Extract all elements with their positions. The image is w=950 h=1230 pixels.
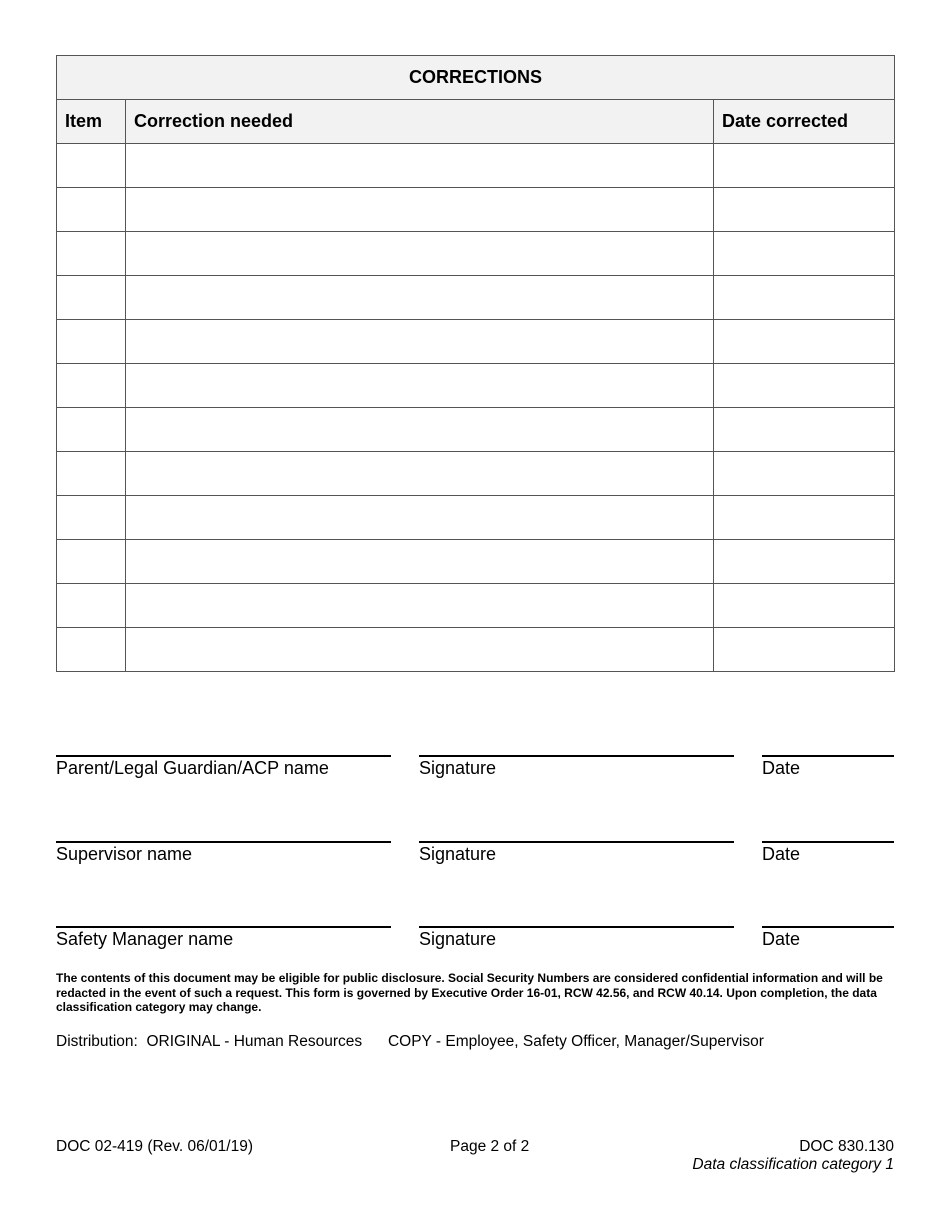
table-row (57, 628, 895, 672)
column-header-date-corrected: Date corrected (714, 100, 895, 144)
correction-needed-cell[interactable] (126, 144, 714, 188)
guardian-name-line[interactable] (56, 755, 391, 757)
safety-manager-date-line[interactable] (762, 926, 894, 928)
table-row (57, 188, 895, 232)
item-cell[interactable] (57, 276, 126, 320)
supervisor-name-line[interactable] (56, 841, 391, 843)
corrections-title: CORRECTIONS (57, 56, 895, 100)
table-row (57, 496, 895, 540)
table-row (57, 144, 895, 188)
date-corrected-cell[interactable] (714, 496, 895, 540)
correction-needed-cell[interactable] (126, 584, 714, 628)
item-cell[interactable] (57, 628, 126, 672)
safety-manager-name-line[interactable] (56, 926, 391, 928)
column-header-item: Item (57, 100, 126, 144)
item-cell[interactable] (57, 540, 126, 584)
item-cell[interactable] (57, 496, 126, 540)
item-cell[interactable] (57, 320, 126, 364)
guardian-date-label: Date (762, 758, 801, 778)
correction-needed-cell[interactable] (126, 320, 714, 364)
distribution-line (56, 1033, 764, 1051)
supervisor-signature-line[interactable] (419, 841, 734, 843)
correction-needed-cell[interactable] (126, 364, 714, 408)
item-cell[interactable] (57, 144, 126, 188)
correction-needed-cell[interactable] (126, 232, 714, 276)
safety-manager-date-label: Date (762, 929, 801, 949)
date-corrected-cell[interactable] (714, 232, 895, 276)
date-corrected-cell[interactable] (714, 628, 895, 672)
date-corrected-cell[interactable] (714, 320, 895, 364)
item-cell[interactable] (57, 364, 126, 408)
correction-needed-cell[interactable] (126, 408, 714, 452)
item-cell[interactable] (57, 232, 126, 276)
table-row (57, 276, 895, 320)
item-cell[interactable] (57, 408, 126, 452)
item-cell[interactable] (57, 188, 126, 232)
distribution-copy: COPY - Employee, Safety Officer, Manager/Supervisor (387, 1033, 764, 1050)
correction-needed-cell[interactable] (126, 188, 714, 232)
column-header-correction-needed: Correction needed (126, 100, 714, 144)
safety-manager-signature-line[interactable] (419, 926, 734, 928)
form-number: DOC 02-419 (Rev. 06/01/19) (56, 1138, 254, 1155)
guardian-signature-label: Signature (419, 758, 497, 778)
corrections-header-row (57, 100, 895, 144)
date-corrected-cell[interactable] (714, 364, 895, 408)
distribution-prefix: Distribution: (56, 1033, 138, 1050)
date-corrected-cell[interactable] (714, 276, 895, 320)
correction-needed-cell[interactable] (126, 496, 714, 540)
supervisor-date-label: Date (762, 844, 801, 864)
policy-number: DOC 830.130 (799, 1138, 894, 1155)
supervisor-signature-label: Signature (419, 844, 497, 864)
correction-needed-cell[interactable] (126, 452, 714, 496)
supervisor-name-label: Supervisor name (56, 844, 193, 864)
distribution-original: ORIGINAL - Human Resources (146, 1033, 363, 1050)
correction-needed-cell[interactable] (126, 276, 714, 320)
date-corrected-cell[interactable] (714, 408, 895, 452)
guardian-signature-line[interactable] (419, 755, 734, 757)
date-corrected-cell[interactable] (714, 540, 895, 584)
date-corrected-cell[interactable] (714, 584, 895, 628)
table-row (57, 320, 895, 364)
item-cell[interactable] (57, 452, 126, 496)
table-row (57, 232, 895, 276)
corrections-title-row (57, 56, 895, 100)
item-cell[interactable] (57, 584, 126, 628)
table-row (57, 364, 895, 408)
table-row (57, 584, 895, 628)
date-corrected-cell[interactable] (714, 452, 895, 496)
corrections-table (56, 55, 895, 672)
table-row (57, 408, 895, 452)
page-number: Page 2 of 2 (450, 1138, 530, 1155)
table-row (57, 540, 895, 584)
table-row (57, 452, 895, 496)
supervisor-date-line[interactable] (762, 841, 894, 843)
data-classification: Data classification category 1 (692, 1156, 894, 1173)
guardian-name-label: Parent/Legal Guardian/ACP name (56, 758, 329, 778)
date-corrected-cell[interactable] (714, 144, 895, 188)
correction-needed-cell[interactable] (126, 628, 714, 672)
safety-manager-signature-label: Signature (419, 929, 497, 949)
date-corrected-cell[interactable] (714, 188, 895, 232)
safety-manager-name-label: Safety Manager name (56, 929, 234, 949)
correction-needed-cell[interactable] (126, 540, 714, 584)
public-disclosure-notice: The contents of this document may be eligible for public disclosure. Social Security Numbers are considered confidential information and will be redacted in the event of such a request. This form is governed by Executive Order 16-01, RCW 42.56, and RCW 40.14. Upon completion, the data classification category may change. (56, 971, 883, 1014)
guardian-date-line[interactable] (762, 755, 894, 757)
